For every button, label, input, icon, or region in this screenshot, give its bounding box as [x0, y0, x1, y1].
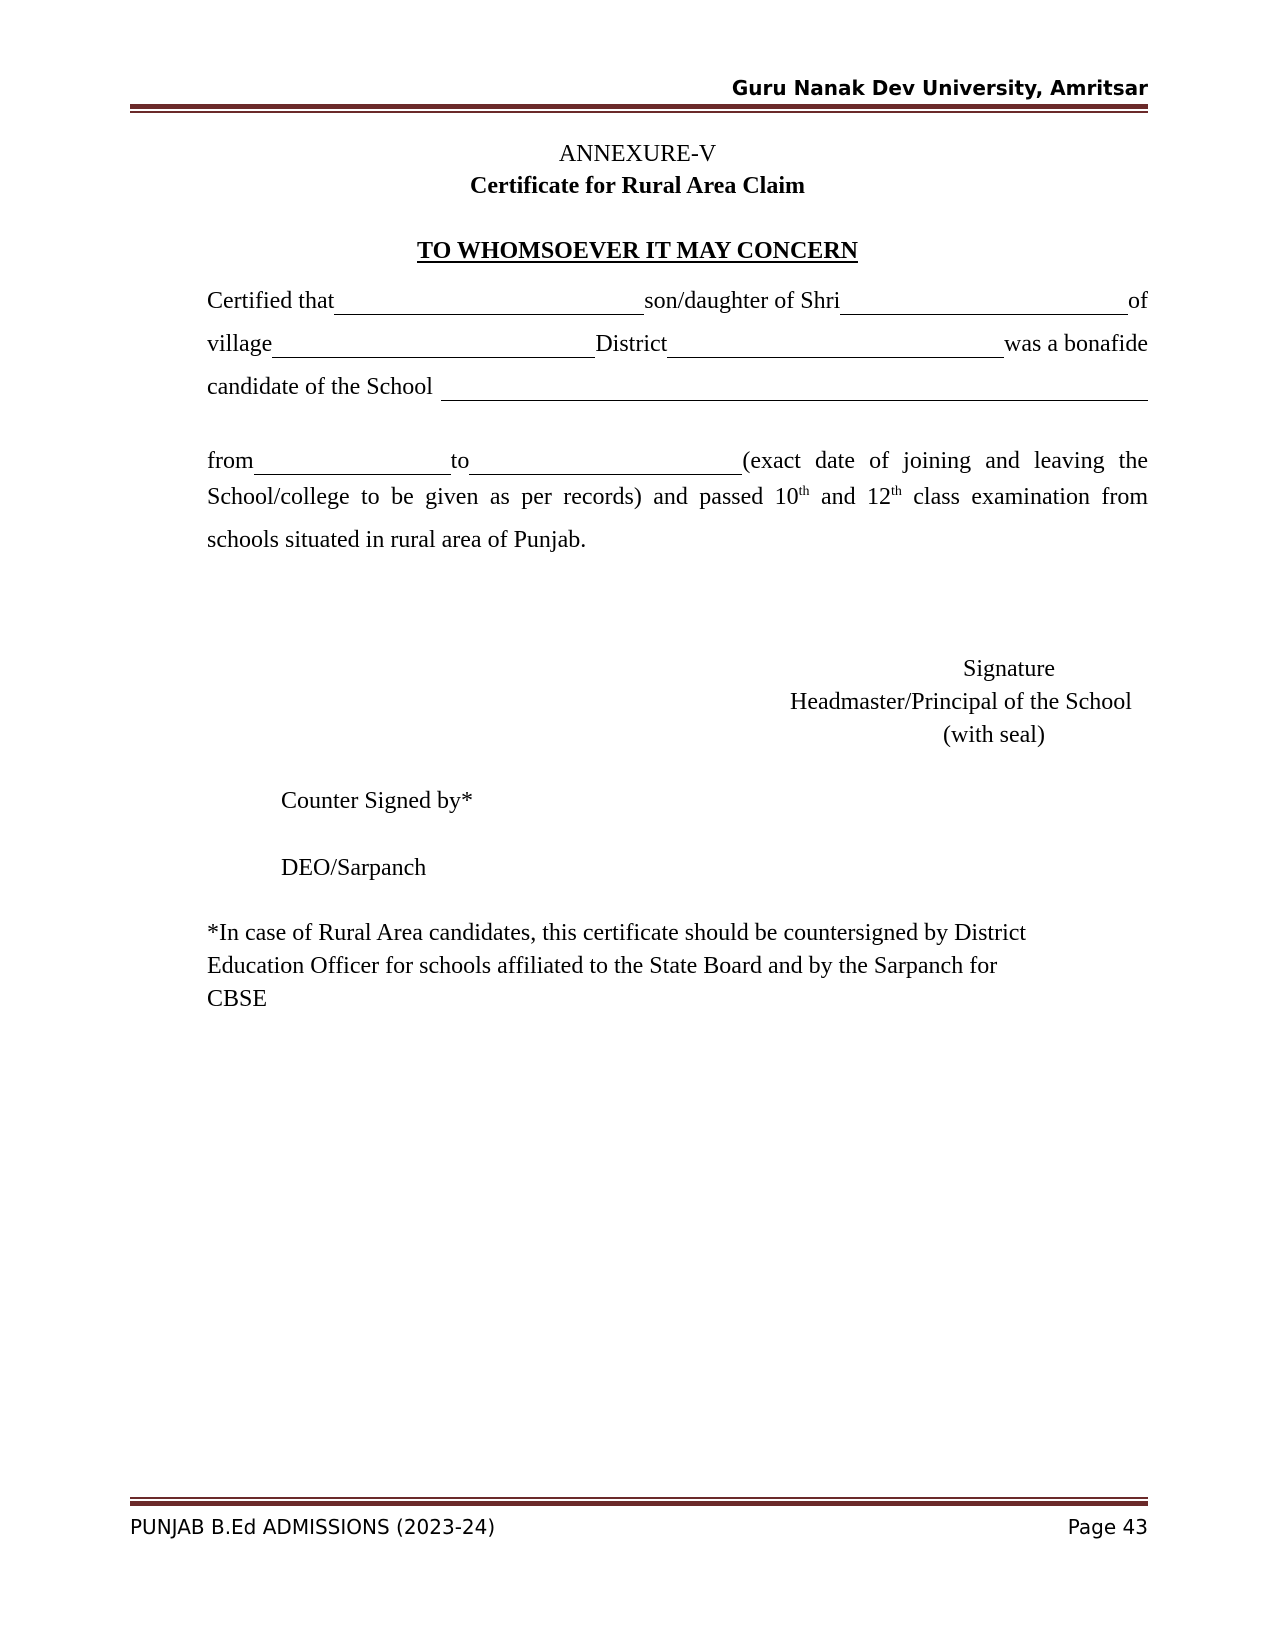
text-bonafide: was a bonafide [1004, 331, 1148, 357]
headmaster-label: Headmaster/Principal of the School [790, 689, 1132, 715]
header-rule-thin [130, 111, 1148, 113]
text-passed: School/college to be given as per records) and passed 10 [207, 484, 799, 510]
page-number: Page 43 [1067, 1515, 1148, 1539]
body-line-3 [207, 371, 1148, 401]
blank-from-date[interactable] [254, 452, 451, 475]
text-village: village [207, 331, 273, 357]
blank-to-date[interactable] [469, 452, 742, 475]
footer-rule-thin [130, 1497, 1148, 1499]
blank-father-name[interactable] [840, 292, 1128, 315]
text-and-12: and 12 [809, 484, 891, 510]
body-line-6: schools situated in rural area of Punjab. [207, 527, 587, 553]
text-certified-that: Certified that [207, 288, 335, 314]
certificate-title: Certificate for Rural Area Claim [469, 173, 805, 199]
blank-candidate-name[interactable] [334, 292, 644, 315]
footer-rule [130, 1501, 1148, 1506]
text-to: to [450, 448, 470, 474]
text-from: from [207, 448, 254, 474]
text-district: District [595, 331, 668, 357]
deo-sarpanch-label: DEO/Sarpanch [281, 855, 427, 881]
header-title: Guru Nanak Dev University, Amritsar [731, 76, 1148, 100]
text-of: of [1128, 288, 1148, 314]
note-line-1: *In case of Rural Area candidates, this certificate should be countersigned by District [207, 920, 1027, 946]
header-rule [130, 104, 1148, 109]
note-line-2: Education Officer for schools affiliated to the State Board and by the Sarpanch for [207, 953, 998, 979]
text-exact-date: (exact date of joining and leaving the [742, 448, 1148, 474]
blank-district[interactable] [667, 335, 1004, 358]
note-line-3: CBSE [207, 986, 268, 1012]
body-line-1 [207, 285, 1148, 315]
body-line-2 [207, 328, 1148, 358]
blank-school[interactable] [441, 378, 1148, 401]
annexure-label: ANNEXURE-V [558, 141, 717, 167]
text-candidate-school: candidate of the School [207, 374, 433, 400]
sup-th-2: th [891, 484, 902, 499]
body-line-5 [207, 484, 1148, 511]
concern-heading: TO WHOMSOEVER IT MAY CONCERN [417, 238, 858, 264]
counter-signed-label: Counter Signed by* [281, 788, 473, 814]
with-seal-label: (with seal) [943, 722, 1045, 748]
text-class-exam: class examination from [901, 484, 1148, 510]
signature-label: Signature [963, 656, 1055, 682]
blank-village[interactable] [272, 335, 595, 358]
sup-th-1: th [798, 484, 810, 499]
text-son-daughter: son/daughter of Shri [644, 288, 841, 314]
body-line-4 [207, 445, 1148, 475]
footer-left: PUNJAB B.Ed ADMISSIONS (2023-24) [130, 1515, 496, 1539]
